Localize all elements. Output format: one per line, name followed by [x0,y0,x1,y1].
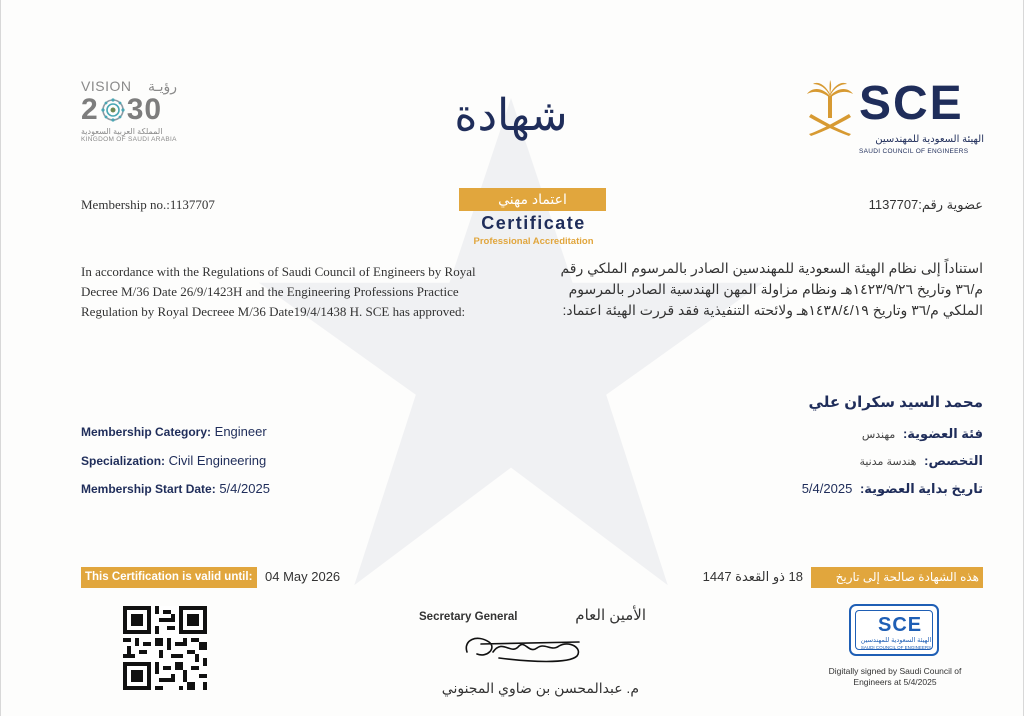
certificate-band-ar: اعتماد مهني [459,188,606,211]
membership-label-en: Membership no.: [81,197,170,212]
field-value-ar: 5/4/2025 [801,481,853,496]
field-start-date-en [81,481,270,496]
field-label-en: Membership Category: [81,425,212,439]
palm-swords-icon [805,80,855,136]
certificate-title-ar: شهادة [454,90,568,141]
field-category-ar [641,426,983,442]
vision-ar-text: المملكة العربية السعودية [81,127,163,136]
sce-digital-stamp [849,604,939,656]
secretary-general-title-ar: الأمين العام [575,607,646,624]
field-value-en: Civil Engineering [168,453,267,468]
sce-logo-en: SAUDI COUNCIL OF ENGINEERS [859,148,969,155]
field-value-en: Engineer [214,424,267,439]
vision-en-text: KINGDOM OF SAUDI ARABIA [81,136,177,143]
handwritten-signature [459,622,589,668]
validity-label-ar: هذه الشهادة صالحة إلى تاريخ [811,567,983,588]
validity-label-en: This Certification is valid until: [81,567,257,588]
membership-label-ar: عضوية رقم: [918,197,983,212]
certificate-subtitle-en: Professional Accreditation [473,236,594,247]
field-specialization-ar [641,453,983,469]
intro-paragraph-ar: استناداً إلى نظام الهيئة السعودية للمهندسين الصادر بالمرسوم الملكي رقم م/٣٦ وتاريخ ١٤٢٣/٩/٢٦هـ ونظام مزاولة المهن الهندسية الصادر بالمرسوم الملكي م/٣٦ وتاريخ ١٤٣٨/٤/١٩هـ ولائحته التنفيذية فقد قررت الهيئة اعتماد: [560,260,983,318]
digital-signature-note: Digitally signed by Saudi Council of Engineers at 5/4/2025 [828,666,962,687]
membership-value-en: 1137707 [169,197,215,212]
stamp-en: SAUDI COUNCIL OF ENGINEERS [860,645,932,650]
membership-number-en [81,197,215,213]
field-label-en: Specialization: [81,454,166,468]
sce-logo-ar: الهيئة السعودية للمهندسين [875,134,984,145]
membership-value-ar: 1137707 [868,197,919,212]
validity-date-en: 04 May 2026 [265,569,341,584]
field-specialization-en [81,453,266,468]
sce-logo-mark: SCE [859,77,964,130]
signatory-name-ar: م. عبدالمحسن بن ضاوي المجنوني [441,680,639,696]
watermark-emblem [231,70,791,630]
field-category-en [81,424,267,439]
field-label-ar: فئة العضوية: [902,426,983,441]
membership-number-ar [761,197,983,213]
vision-emblem-icon [100,97,126,123]
field-start-date-ar [641,481,983,497]
vision-2030-logo [81,78,191,152]
field-value-en: 5/4/2025 [219,481,270,496]
vision-year-left: 2 [81,93,99,126]
field-label-en: Membership Start Date: [81,482,216,496]
validity-date-ar: 18 ذو القعدة 1447 [702,569,803,584]
secretary-general-title-en: Secretary General [419,611,518,623]
qr-code[interactable] [123,606,207,690]
field-value-ar: هندسة مدنية [859,456,917,468]
field-label-ar: التخصص: [924,453,983,468]
field-value-ar: مهندس [861,429,896,441]
vision-year-right: 30 [126,93,163,126]
stamp-ar: الهيئة السعودية للمهندسين [860,637,932,644]
sce-logo [801,77,986,162]
certificate-title-en: Certificate [481,213,586,233]
intro-paragraph-en: In accordance with the Regulations of Saudi Council of Engineers by Royal Decree M/36 Date 26/9/1423H and the Engineering Professions Practice Regulation by Royal Decreee M/36 Date19/4/1438 H. SCE has approved: [81,264,476,319]
holder-name-ar: محمد السيد سكران علي [808,394,983,411]
stamp-mark: SCE [878,614,923,636]
vision-top-en: VISION [81,78,132,94]
vision-top-ar: رؤيـة [147,78,177,94]
field-label-ar: تاريخ بداية العضوية: [859,481,983,496]
